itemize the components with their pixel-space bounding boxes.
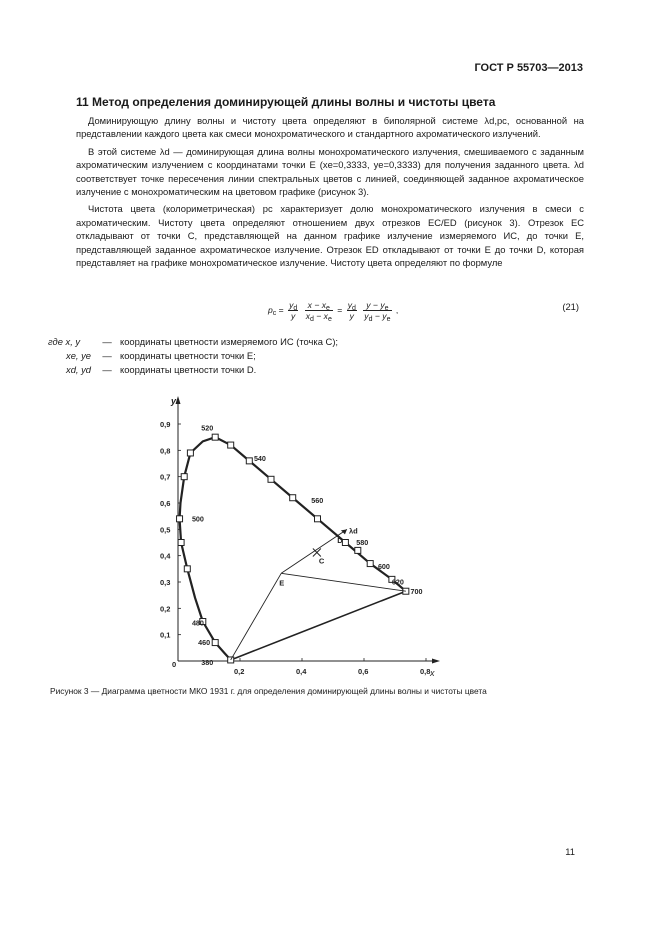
formula-equals-1: = [278,304,284,315]
frac2-den-tail: − x [313,311,328,321]
wavelength-label: 580 [356,538,369,548]
frac1-num-sub: d [293,305,298,312]
locus-marker [268,476,274,482]
origin-label: 0 [172,660,177,669]
locus-marker [177,516,183,522]
wavelength-label: 600 [377,561,390,571]
locus-marker [178,540,184,546]
wavelength-label: 560 [311,496,324,505]
x-tick-label: 0,2 [234,667,245,676]
section-title: 11 Метод определения доминирующей длины волны и чистоты цвета [76,95,496,109]
equation-number: (21) [562,301,579,312]
locus-marker [315,516,321,522]
purple-line [231,591,406,660]
definition-text: координаты цветности измеряемого ИС (точка C); [120,336,339,347]
dominant-arrow [341,529,347,534]
point-d-label: D [337,535,343,545]
locus-marker [187,450,193,456]
locus-marker [212,640,218,646]
x-axis-arrow [432,659,440,664]
y-tick-label: 0,2 [160,604,171,614]
y-tick-label: 0,9 [160,420,171,429]
lambda-d-label: λd [348,526,358,536]
frac1-den: y [291,311,296,321]
y-tick-label: 0,8 [160,446,171,456]
wavelength-label: 500 [191,514,204,524]
wavelength-label: 540 [253,453,266,463]
spectral-locus [180,437,406,660]
definition-symbol: где x, y [48,336,81,347]
frac2-num-sub: e [326,305,330,312]
locus-marker [246,458,252,464]
point-c-label: C [318,556,325,566]
frac4-den-tail: − y [372,311,387,321]
wavelength-label: 380 [201,657,214,667]
frac3-den: y [349,311,354,321]
definition-symbol: xd, yd [66,364,92,375]
locus-marker [367,561,373,567]
formula-tail: , [395,304,399,315]
figure-caption: Рисунок 3 — Диаграмма цветности МКО 1931 г. для определения доминирующей длины волны и чистоты цвета [50,686,487,696]
frac4-num: y − y [366,300,385,310]
wavelength-label: 480 [191,618,204,628]
y-axis-arrow [176,396,181,404]
definition-text: координаты цветности точки D. [120,364,257,375]
definition-dash: — [102,336,112,347]
definition-symbol: xe, ye [66,350,92,361]
locus-marker [184,566,190,572]
locus-marker [355,547,361,553]
x-tick-label: 0,6 [358,667,369,676]
wavelength-label: 700 [410,586,423,596]
formula-equals-2: = [337,304,343,315]
frac4-den-sub: d [368,316,373,323]
locus-marker [228,442,234,448]
definition-text: координаты цветности точки E; [120,350,256,361]
x-tick-label: 0,4 [296,667,307,676]
x-axis-label: x [430,668,435,678]
frac3-num: y [347,300,352,310]
y-axis-label: y [171,396,177,406]
frac4-num-sub: e [384,305,389,312]
frac2-num: x − x [307,300,327,310]
locus-marker [342,540,348,546]
page-number: 11 [565,846,575,857]
wavelength-label: 620 [391,577,404,587]
formula-lhs: p [268,304,273,315]
frac3-num-sub: d [352,305,356,312]
frac2-den: x [305,311,310,321]
y-tick-label: 0,5 [160,525,171,535]
definition-dash: — [102,350,112,361]
y-tick-label: 0,3 [160,578,171,587]
y-tick-label: 0,1 [160,630,171,640]
x-tick-label: 0,8 [420,667,431,676]
locus-marker [181,474,187,480]
frac4-den-sub2: e [386,316,391,323]
frac2-den-sub2: e [327,316,332,323]
line-380-e [231,573,285,660]
paragraph-1: Доминирующую длину волны и чистоту цвета определяют в биполярной системе λd,pc, основанной на представлении каждого цвета как смеси монохроматического и стандартного ахроматического излучений. [76,115,584,140]
wavelength-label: 460 [198,638,211,648]
frac2-den-sub: d [309,316,314,323]
document-code: ГОСТ Р 55703—2013 [474,62,583,74]
paragraph-3: Чистота цвета (колориметрическая) pc характеризует долю монохроматического излучения в смеси с ахроматическим. Чистоту цвета определяют отношением двух отрезков EC/ED (рисунок 3). Отрезок EC откладывают от точки C, представляющей на данном графике излучение измеряемого ИС, до точки E, представляющей заданное ахроматическое излучение. Отрезок ED откладывают от точки E до точки D, которая представляет на графике монохроматическое излучение. Чистоту цвета определяют по формуле [76,203,584,269]
locus-marker [290,495,296,501]
formula-lhs-sub: c [272,309,277,317]
frac4-den: y [364,311,369,321]
paragraph-2: В этой системе λd — доминирующая длина волны монохроматического излучения, смешиваемого с заданным ахроматическим излучением с координатами точки E (xe=0,3333, ye=0,3333) для получения заданного цвета. λd соответствует точке пересечения линии спектральных цветов с линией, соединяющей заданное ахроматическое излучение с монохроматическим на цветовом графике (рисунок 3). [76,145,584,198]
wavelength-label: 520 [201,423,214,433]
point-e-label: E [279,578,285,588]
frac1-num: y [289,300,294,310]
definition-dash: — [102,364,112,375]
y-tick-label: 0,4 [160,551,171,561]
y-tick-label: 0,6 [160,499,171,508]
locus-marker [212,434,218,440]
y-tick-label: 0,7 [160,472,171,482]
